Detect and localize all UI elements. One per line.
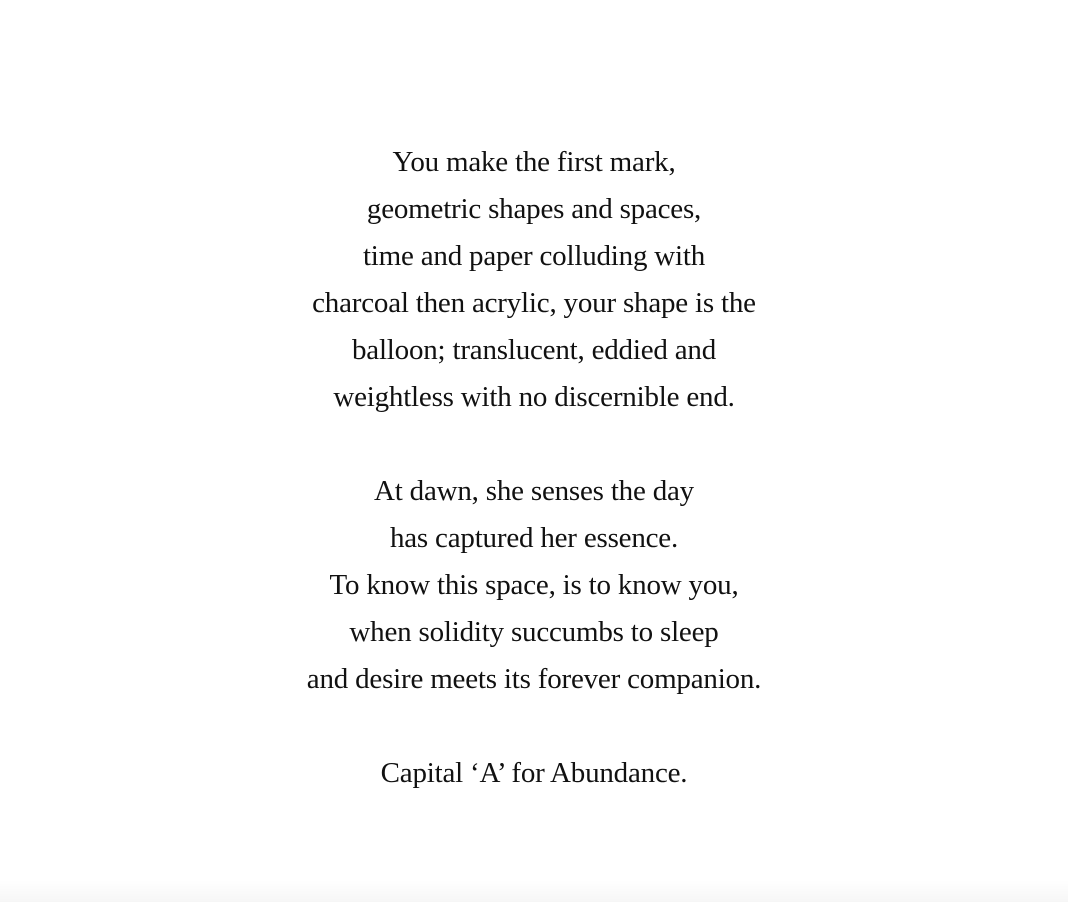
stanza-1	[0, 139, 1068, 421]
poem-line: geometric shapes and spaces,	[366, 193, 702, 225]
poem-line: You make the first mark,	[392, 146, 676, 178]
bottom-shadow	[0, 880, 1068, 902]
poem-line: time and paper colluding with	[362, 240, 706, 272]
poem-line: charcoal then acrylic, your shape is the	[312, 287, 756, 319]
poem-line: when solidity succumbs to sleep	[349, 616, 719, 648]
stanza-2	[0, 468, 1068, 703]
poem-line: balloon; translucent, eddied and	[351, 334, 717, 366]
stanza-3	[0, 750, 1068, 797]
poem-line: has captured her essence.	[389, 522, 679, 554]
poem-line: Capital ‘A’ for Abundance.	[380, 757, 688, 789]
poem-line: To know this space, is to know you,	[329, 569, 739, 601]
poem-line: At dawn, she senses the day	[374, 475, 694, 507]
poem-line: weightless with no discernible end.	[333, 381, 735, 413]
poem	[0, 139, 1068, 797]
poem-line: and desire meets its forever companion.	[306, 663, 762, 695]
